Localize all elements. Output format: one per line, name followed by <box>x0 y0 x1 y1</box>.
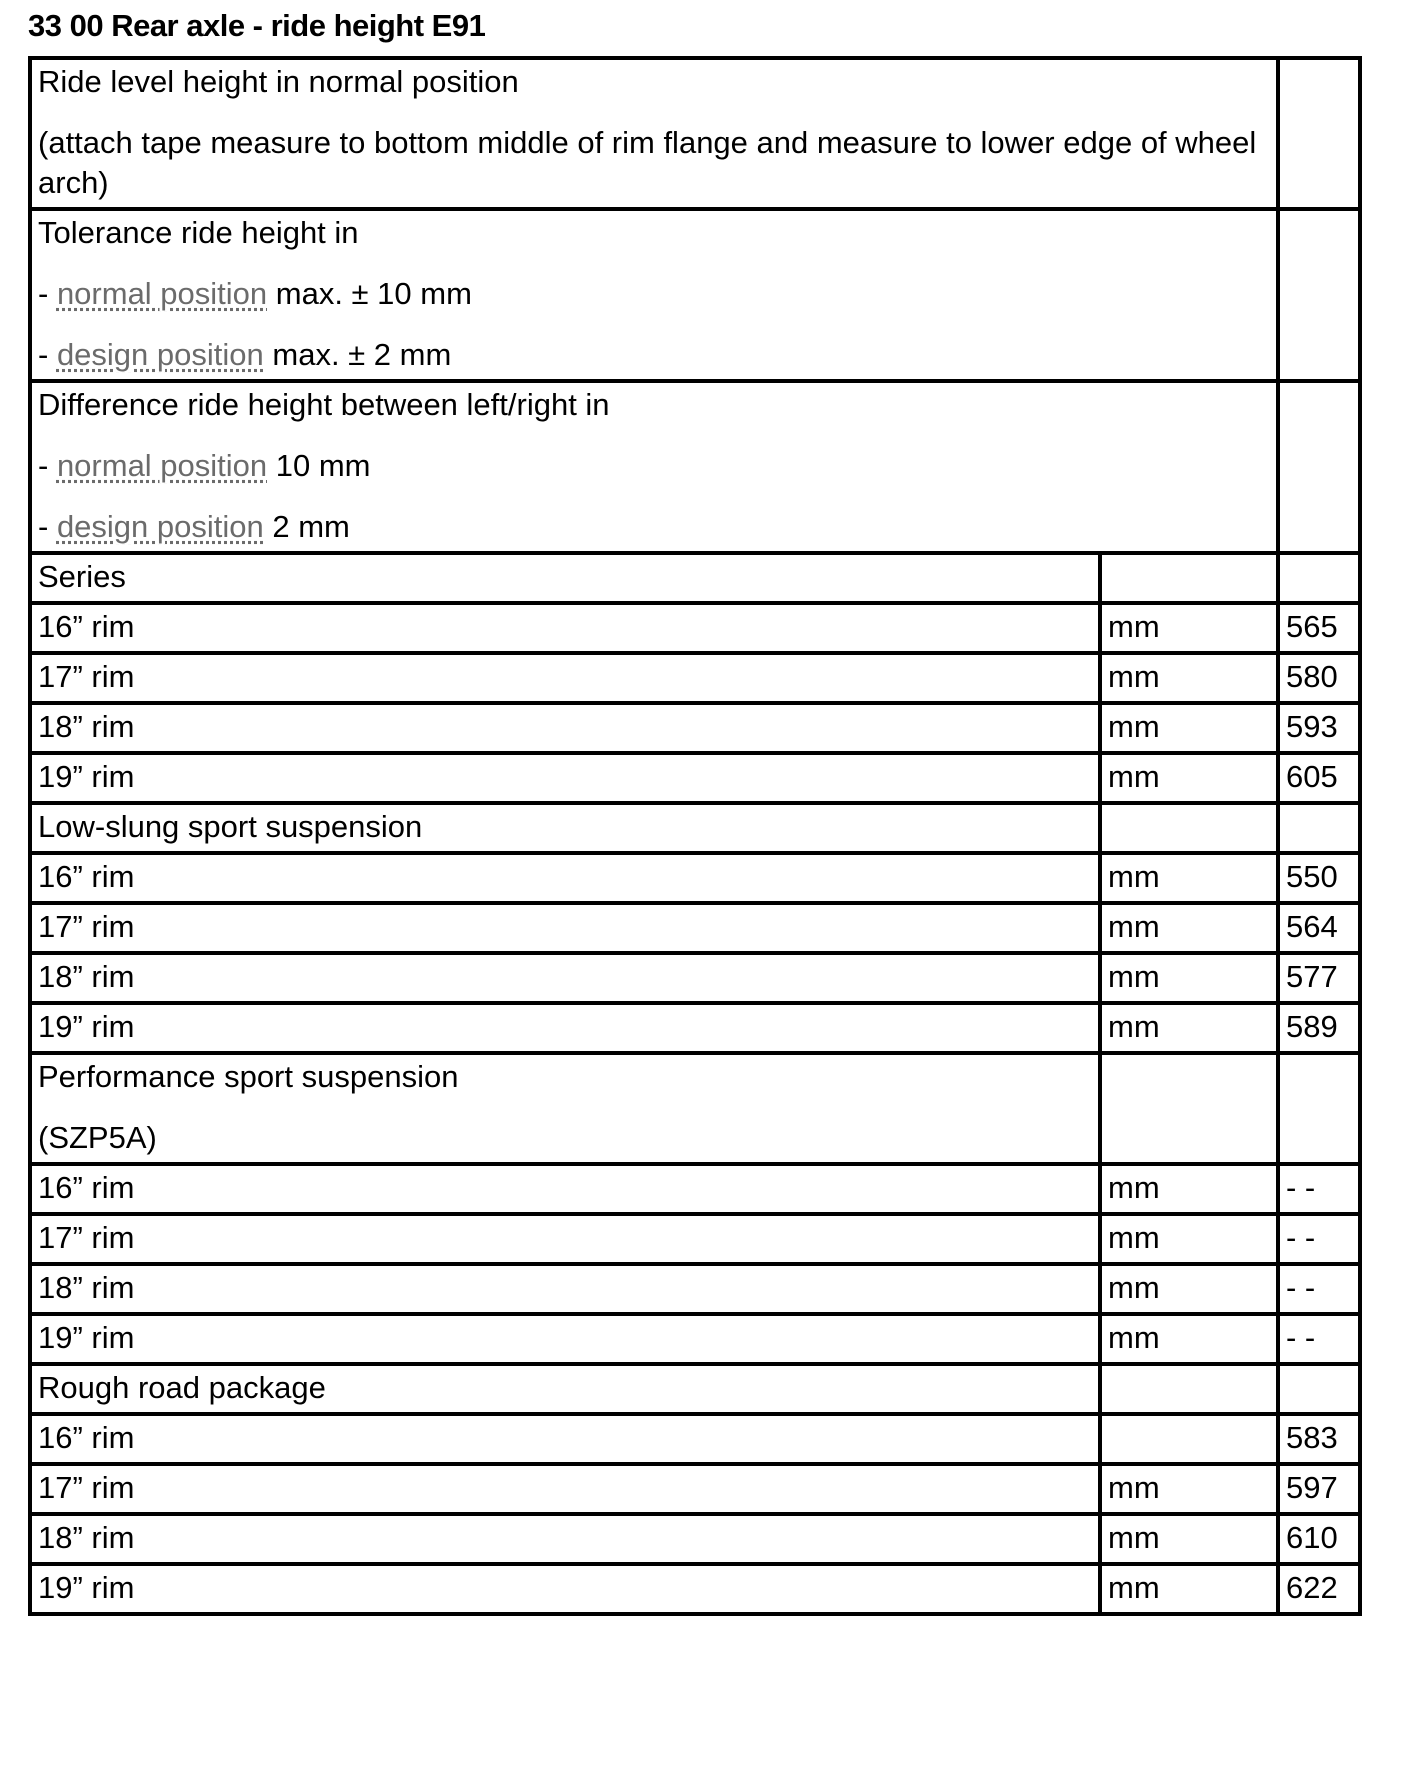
intro-row <box>30 58 1360 209</box>
table-row <box>30 603 1360 653</box>
tolerance-line <box>38 335 1272 375</box>
intro-row <box>30 209 1360 381</box>
table-row <box>30 653 1360 703</box>
height-value-cell: 550 <box>1278 853 1360 903</box>
ride-height-table <box>28 56 1362 1616</box>
rim-size-cell: 17” rim <box>30 903 1100 953</box>
unit-cell: mm <box>1100 1464 1278 1514</box>
table-row <box>30 1414 1360 1464</box>
height-value-cell: 610 <box>1278 1514 1360 1564</box>
table-row <box>30 903 1360 953</box>
page-title: 33 00 Rear axle - ride height E91 <box>28 8 486 43</box>
unit-cell: mm <box>1100 653 1278 703</box>
table-row <box>30 1464 1360 1514</box>
section-header-row <box>30 1364 1360 1414</box>
height-value-cell: 564 <box>1278 903 1360 953</box>
section-heading-text: (SZP5A) <box>38 1120 157 1155</box>
tolerance-value: 2 mm <box>263 509 350 544</box>
position-link[interactable]: design position <box>56 509 264 544</box>
tolerance-value: max. ± 2 mm <box>263 337 452 372</box>
section-heading <box>30 1053 1100 1164</box>
empty-unit-cell <box>1100 1364 1278 1414</box>
height-value-cell: 605 <box>1278 753 1360 803</box>
table-row <box>30 1514 1360 1564</box>
unit-cell: mm <box>1100 1564 1278 1614</box>
table-row <box>30 753 1360 803</box>
height-value-cell: - - <box>1278 1164 1360 1214</box>
section-header-row <box>30 1053 1360 1164</box>
height-value-cell: 597 <box>1278 1464 1360 1514</box>
unit-cell: mm <box>1100 1314 1278 1364</box>
section-heading <box>30 553 1100 603</box>
table-row <box>30 1164 1360 1214</box>
rim-size-cell: 17” rim <box>30 653 1100 703</box>
intro-cell <box>30 381 1278 553</box>
table-row <box>30 953 1360 1003</box>
empty-value-cell <box>1278 58 1360 209</box>
height-value-cell: - - <box>1278 1314 1360 1364</box>
empty-unit-cell <box>1100 1053 1278 1164</box>
rim-size-cell: 16” rim <box>30 603 1100 653</box>
unit-cell <box>1100 1414 1278 1464</box>
rim-size-cell: 18” rim <box>30 953 1100 1003</box>
unit-cell: mm <box>1100 1264 1278 1314</box>
section-heading <box>30 803 1100 853</box>
intro-heading: Tolerance ride height in <box>38 215 359 250</box>
section-header-row <box>30 553 1360 603</box>
position-link[interactable]: normal position <box>56 448 268 483</box>
height-value-cell: 565 <box>1278 603 1360 653</box>
section-heading-text: Series <box>38 559 126 594</box>
empty-value-cell <box>1278 1053 1360 1164</box>
intro-text: (attach tape measure to bottom middle of rim flange and measure to lower edge of wheel arch) <box>38 125 1257 200</box>
rim-size-cell: 16” rim <box>30 1164 1100 1214</box>
unit-cell: mm <box>1100 753 1278 803</box>
height-value-cell: 622 <box>1278 1564 1360 1614</box>
position-link[interactable]: normal position <box>56 276 268 311</box>
rim-size-cell: 18” rim <box>30 1514 1100 1564</box>
intro-cell <box>30 209 1278 381</box>
table-row <box>30 1214 1360 1264</box>
height-value-cell: 583 <box>1278 1414 1360 1464</box>
intro-cell <box>30 58 1278 209</box>
rim-size-cell: 19” rim <box>30 1564 1100 1614</box>
bullet-dash: - <box>38 448 57 483</box>
empty-unit-cell <box>1100 803 1278 853</box>
rim-size-cell: 17” rim <box>30 1214 1100 1264</box>
section-heading-text: Low-slung sport suspension <box>38 809 423 844</box>
empty-value-cell <box>1278 803 1360 853</box>
unit-cell: mm <box>1100 953 1278 1003</box>
section-heading <box>30 1364 1100 1414</box>
empty-value-cell <box>1278 209 1360 381</box>
unit-cell: mm <box>1100 903 1278 953</box>
bullet-dash: - <box>38 337 57 372</box>
table-row <box>30 703 1360 753</box>
height-value-cell: - - <box>1278 1214 1360 1264</box>
rim-size-cell: 18” rim <box>30 1264 1100 1314</box>
section-heading-text: Performance sport suspension <box>38 1059 459 1094</box>
table-row <box>30 853 1360 903</box>
height-value-cell: 580 <box>1278 653 1360 703</box>
ride-height-table-body <box>30 58 1360 1614</box>
table-row <box>30 1264 1360 1314</box>
unit-cell: mm <box>1100 1164 1278 1214</box>
rim-size-cell: 19” rim <box>30 1003 1100 1053</box>
height-value-cell: 577 <box>1278 953 1360 1003</box>
height-value-cell: 593 <box>1278 703 1360 753</box>
bullet-dash: - <box>38 276 57 311</box>
empty-value-cell <box>1278 1364 1360 1414</box>
empty-unit-cell <box>1100 553 1278 603</box>
unit-cell: mm <box>1100 1214 1278 1264</box>
unit-cell: mm <box>1100 703 1278 753</box>
intro-heading: Difference ride height between left/right in <box>38 387 610 422</box>
bullet-dash: - <box>38 509 57 544</box>
unit-cell: mm <box>1100 853 1278 903</box>
rim-size-cell: 16” rim <box>30 853 1100 903</box>
rim-size-cell: 19” rim <box>30 753 1100 803</box>
table-row <box>30 1564 1360 1614</box>
position-link[interactable]: design position <box>56 337 264 372</box>
rim-size-cell: 18” rim <box>30 703 1100 753</box>
tolerance-value: 10 mm <box>267 448 371 483</box>
section-heading-text: Rough road package <box>38 1370 326 1405</box>
unit-cell: mm <box>1100 603 1278 653</box>
height-value-cell: - - <box>1278 1264 1360 1314</box>
table-row <box>30 1314 1360 1364</box>
tolerance-line <box>38 446 1272 486</box>
empty-value-cell <box>1278 553 1360 603</box>
intro-row <box>30 381 1360 553</box>
tolerance-line <box>38 507 1272 547</box>
empty-value-cell <box>1278 381 1360 553</box>
unit-cell: mm <box>1100 1003 1278 1053</box>
intro-text: Ride level height in normal position <box>38 64 519 99</box>
rim-size-cell: 17” rim <box>30 1464 1100 1514</box>
unit-cell: mm <box>1100 1514 1278 1564</box>
table-row <box>30 1003 1360 1053</box>
tolerance-value: max. ± 10 mm <box>267 276 472 311</box>
tolerance-line <box>38 274 1272 314</box>
rim-size-cell: 19” rim <box>30 1314 1100 1364</box>
rim-size-cell: 16” rim <box>30 1414 1100 1464</box>
height-value-cell: 589 <box>1278 1003 1360 1053</box>
section-header-row <box>30 803 1360 853</box>
